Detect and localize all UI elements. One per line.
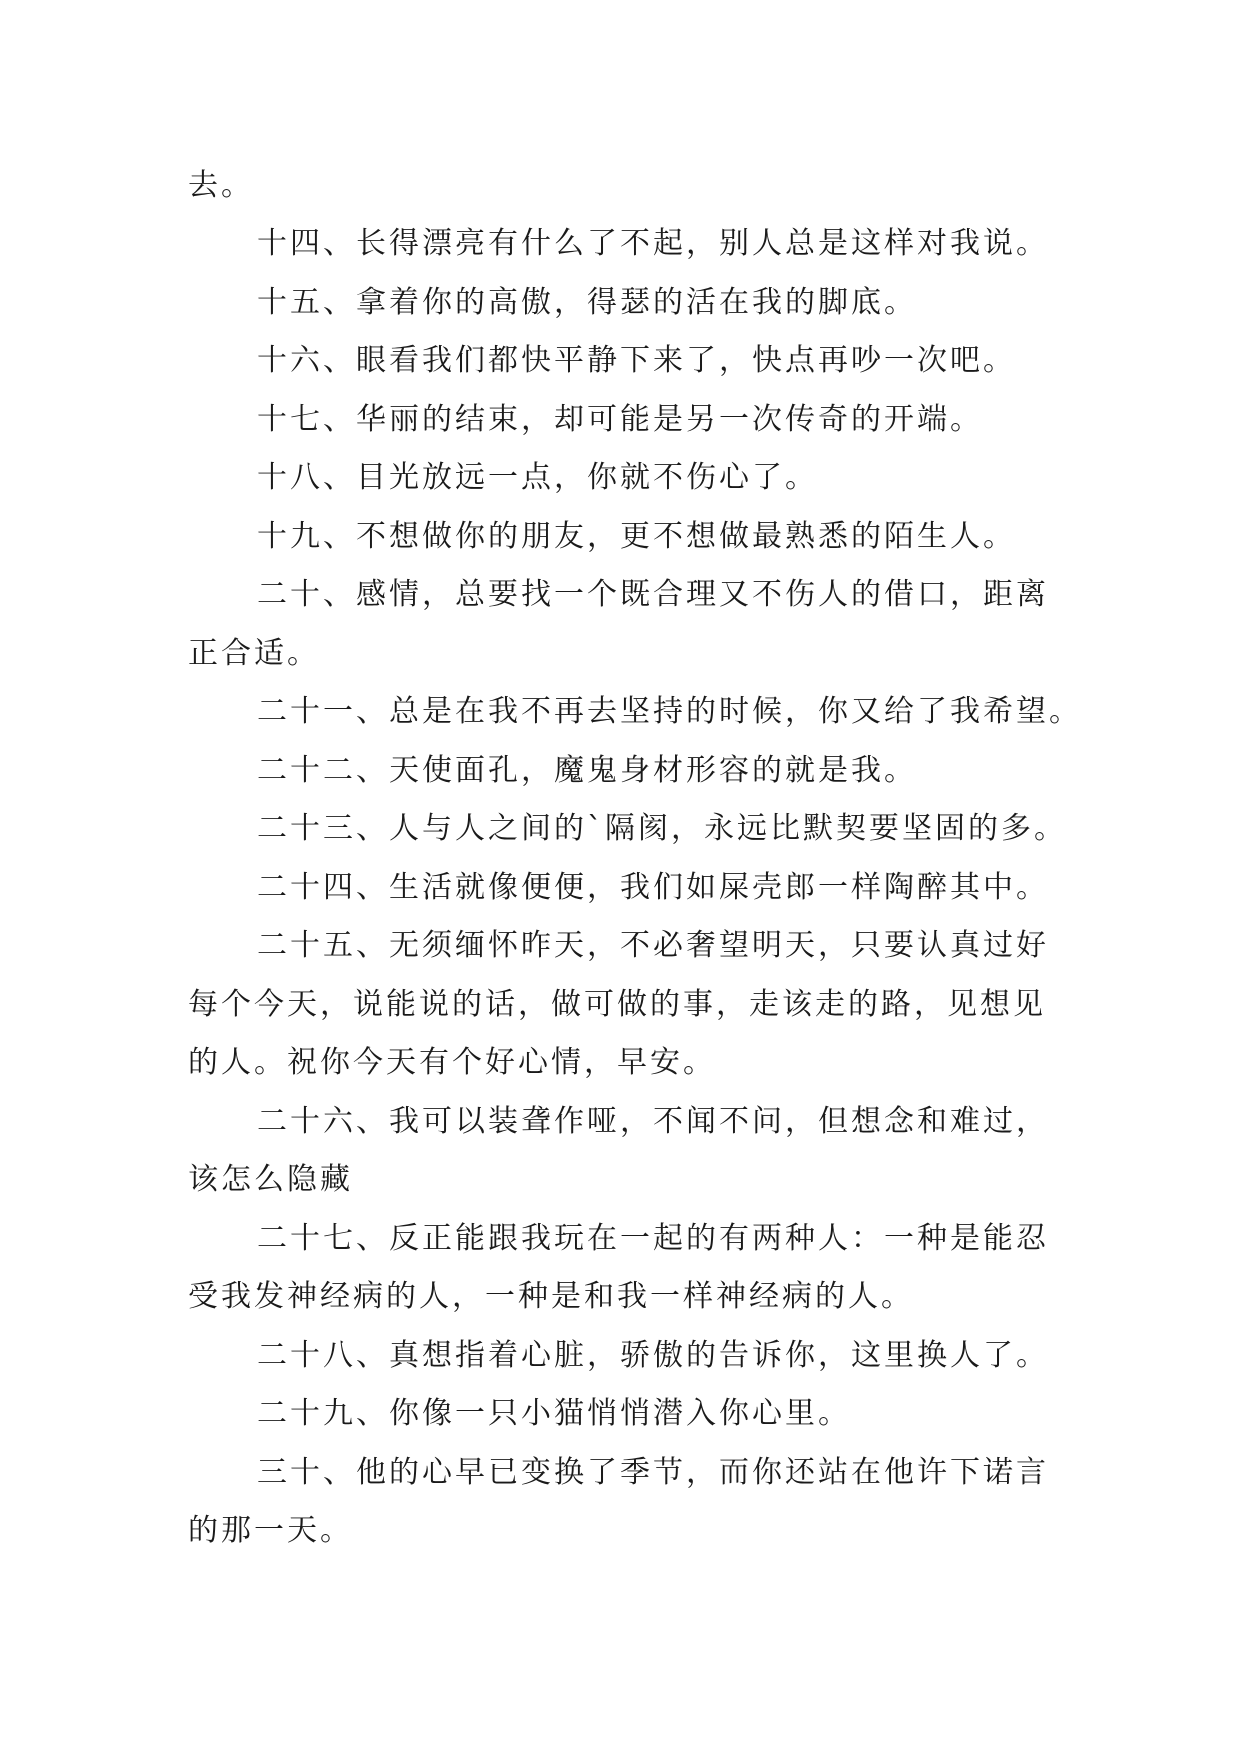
text-line: 二十五、无须缅怀昨天，不必奢望明天，只要认真过好 xyxy=(257,928,1049,963)
text-line: 二十六、我可以装聋作哑，不闻不问，但想念和难过， xyxy=(257,1104,1049,1139)
text-line: 二十二、天使面孔，魔鬼身材形容的就是我。 xyxy=(257,753,917,788)
text-line: 十四、长得漂亮有什么了不起，别人总是这样对我说。 xyxy=(257,226,1049,261)
text-line: 受我发神经病的人，一种是和我一样神经病的人。 xyxy=(188,1279,914,1314)
text-line: 二十、感情，总要找一个既合理又不伤人的借口，距离 xyxy=(257,577,1049,612)
text-line: 二十一、总是在我不再去坚持的时候，你又给了我希望。 xyxy=(257,694,1082,729)
text-line: 二十四、生活就像便便，我们如屎壳郎一样陶醉其中。 xyxy=(257,870,1049,905)
text-line: 正合适。 xyxy=(188,636,320,671)
text-line: 十九、不想做你的朋友，更不想做最熟悉的陌生人。 xyxy=(257,519,1016,554)
text-line: 该怎么隐藏 xyxy=(188,1162,353,1197)
text-line: 每个今天，说能说的话，做可做的事，走该走的路，见想见 xyxy=(188,987,1046,1022)
text-line: 的人。祝你今天有个好心情，早安。 xyxy=(188,1045,716,1080)
text-line: 二十九、你像一只小猫悄悄潜入你心里。 xyxy=(257,1396,851,1431)
text-line: 去。 xyxy=(188,168,254,203)
text-line: 十六、眼看我们都快平静下来了，快点再吵一次吧。 xyxy=(257,343,1016,378)
text-line: 十八、目光放远一点，你就不伤心了。 xyxy=(257,460,818,495)
text-line: 二十三、人与人之间的`隔阂，永远比默契要坚固的多。 xyxy=(257,811,1067,846)
text-line: 二十八、真想指着心脏，骄傲的告诉你，这里换人了。 xyxy=(257,1338,1049,1373)
text-line: 二十七、反正能跟我玩在一起的有两种人：一种是能忍 xyxy=(257,1221,1049,1256)
text-line: 的那一天。 xyxy=(188,1513,353,1548)
text-line: 十五、拿着你的高傲，得瑟的活在我的脚底。 xyxy=(257,285,917,320)
text-line: 十七、华丽的结束，却可能是另一次传奇的开端。 xyxy=(257,402,983,437)
text-line: 三十、他的心早已变换了季节，而你还站在他许下诺言 xyxy=(257,1455,1049,1490)
